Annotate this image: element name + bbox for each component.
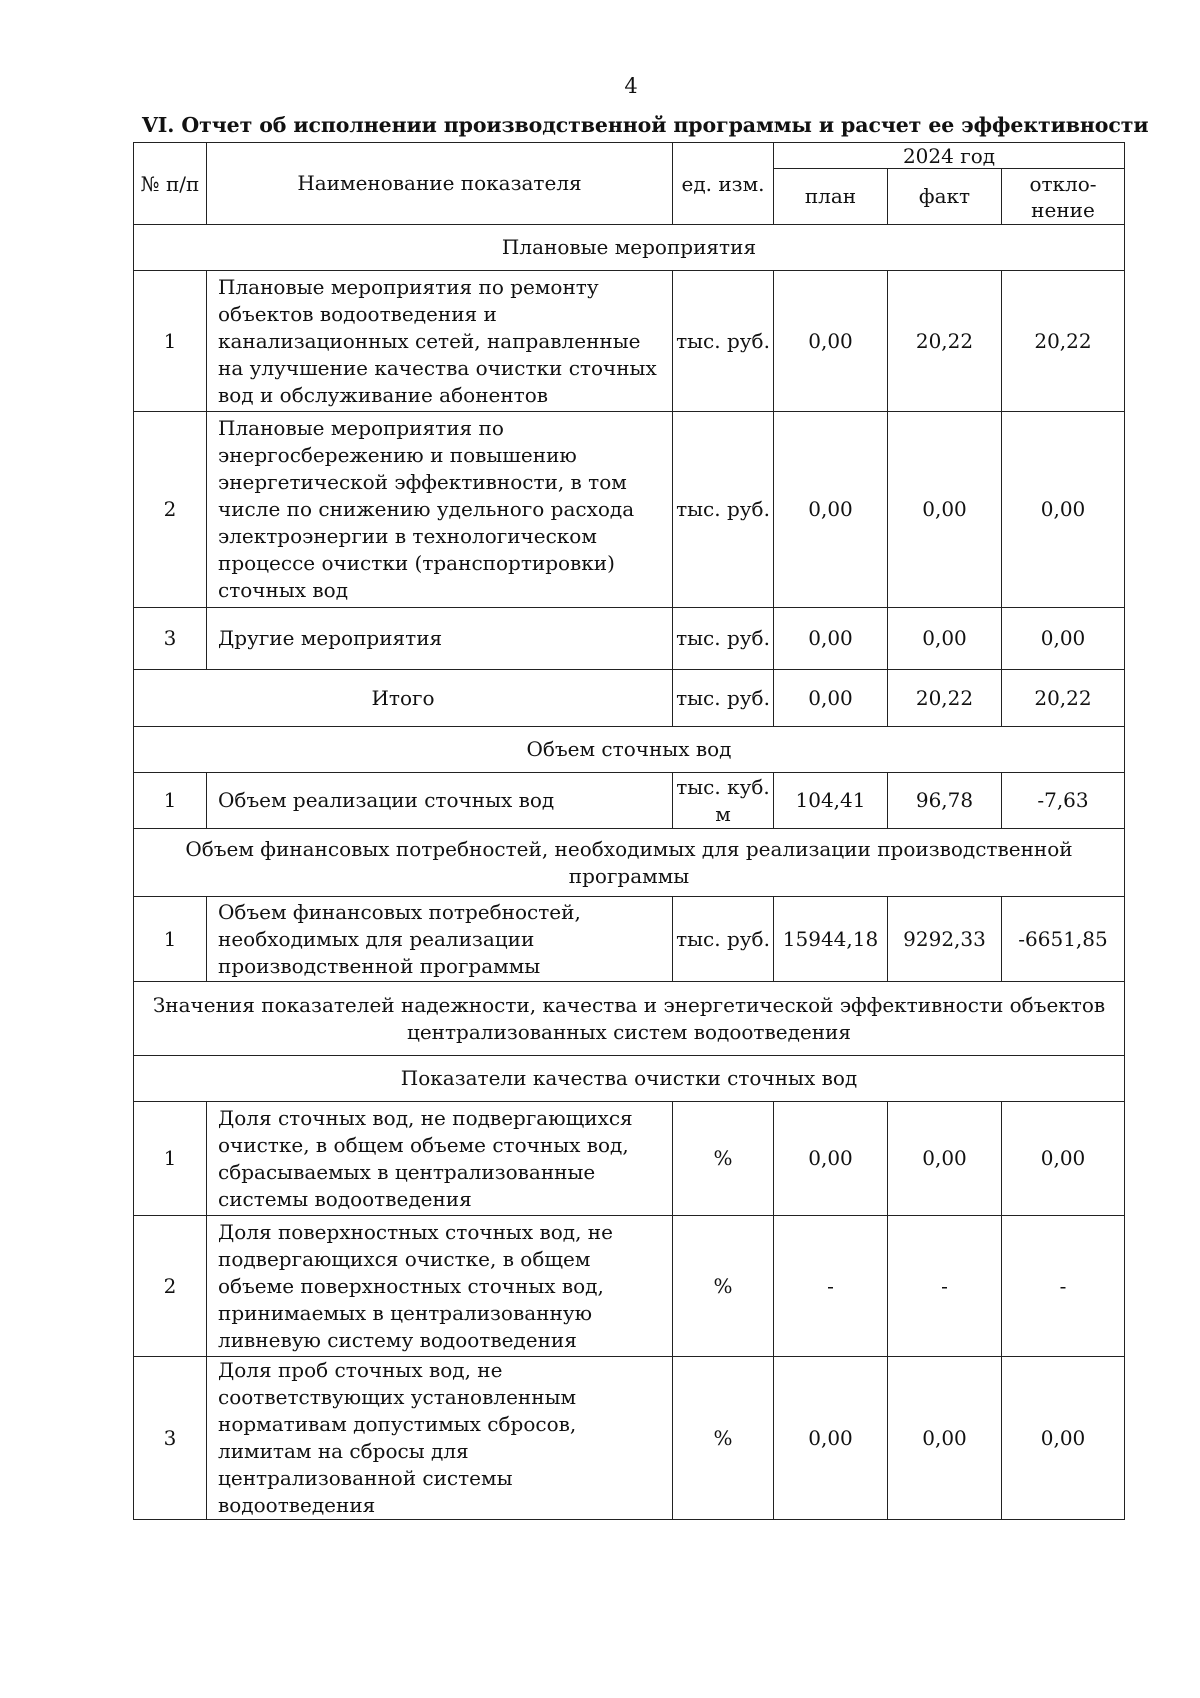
- row-name: Доля проб сточных вод, не соответствующих установленным нормативам допустимых сбросов, лимитам на сбросы для централизованной системы водоотведения: [207, 1357, 673, 1520]
- row-fact: 96,78: [888, 773, 1002, 829]
- table-row: [134, 608, 1125, 670]
- row-fact: 20,22: [888, 271, 1002, 412]
- table-row: [134, 1357, 1125, 1520]
- header-deviation: откло-нение: [1002, 169, 1125, 225]
- section-finance-title: Объем финансовых потребностей, необходимых для реализации производственной программы: [134, 829, 1125, 897]
- row-unit: тыс. руб.: [673, 608, 774, 670]
- row-plan: 104,41: [774, 773, 888, 829]
- table-row: [134, 1102, 1125, 1216]
- row-unit: %: [673, 1216, 774, 1357]
- row-fact: 0,00: [888, 1357, 1002, 1520]
- row-num: 2: [134, 1216, 207, 1357]
- row-unit: %: [673, 1102, 774, 1216]
- row-name: Объем финансовых потребностей, необходимых для реализации производственной программы: [207, 897, 673, 982]
- row-deviation: -7,63: [1002, 773, 1125, 829]
- total-fact: 20,22: [888, 670, 1002, 727]
- total-deviation: 20,22: [1002, 670, 1125, 727]
- row-plan: 0,00: [774, 1357, 888, 1520]
- row-plan: 0,00: [774, 608, 888, 670]
- row-name: Плановые мероприятия по ремонту объектов водоотведения и канализационных сетей, направленные на улучшение качества очистки сточных вод и обслуживание абонентов: [207, 271, 673, 412]
- row-fact: 0,00: [888, 608, 1002, 670]
- total-label: Итого: [134, 670, 673, 727]
- total-row: [134, 670, 1125, 727]
- row-name: Доля поверхностных сточных вод, не подвергающихся очистке, в общем объеме поверхностных сточных вод, принимаемых в централизованную ливневую систему водоотведения: [207, 1216, 673, 1357]
- table-row: [134, 412, 1125, 608]
- row-fact: 0,00: [888, 1102, 1002, 1216]
- header-year: 2024 год: [774, 143, 1125, 169]
- row-num: 1: [134, 271, 207, 412]
- row-fact: -: [888, 1216, 1002, 1357]
- header-fact: факт: [888, 169, 1002, 225]
- section-header: [134, 1056, 1125, 1102]
- row-unit: тыс. куб. м: [673, 773, 774, 829]
- section-title: VI. Отчет об исполнении производственной программы и расчет ее эффективности: [142, 113, 1149, 137]
- row-deviation: -6651,85: [1002, 897, 1125, 982]
- row-name: Плановые мероприятия по энергосбережению и повышению энергетической эффективности, в том числе по снижению удельного расхода электроэнергии в технологическом процессе очистки (транспортировки) сточных вод: [207, 412, 673, 608]
- section-volume-title: Объем сточных вод: [134, 727, 1125, 773]
- row-num: 2: [134, 412, 207, 608]
- header-name: Наименование показателя: [207, 143, 673, 225]
- header-plan: план: [774, 169, 888, 225]
- header-row-top: [134, 143, 1125, 169]
- table-row: [134, 773, 1125, 829]
- row-plan: 0,00: [774, 412, 888, 608]
- row-deviation: 0,00: [1002, 412, 1125, 608]
- row-deviation: 0,00: [1002, 608, 1125, 670]
- table-row: [134, 897, 1125, 982]
- row-deviation: 0,00: [1002, 1102, 1125, 1216]
- row-plan: 0,00: [774, 271, 888, 412]
- total-unit: тыс. руб.: [673, 670, 774, 727]
- row-unit: %: [673, 1357, 774, 1520]
- section-quality-title: Показатели качества очистки сточных вод: [134, 1056, 1125, 1102]
- section-header: [134, 982, 1125, 1056]
- page-number: 4: [624, 74, 638, 98]
- row-name: Доля сточных вод, не подвергающихся очистке, в общем объеме сточных вод, сбрасываемых в централизованные системы водоотведения: [207, 1102, 673, 1216]
- row-deviation: 0,00: [1002, 1357, 1125, 1520]
- row-plan: 15944,18: [774, 897, 888, 982]
- report-table: [133, 142, 1125, 1520]
- row-num: 3: [134, 608, 207, 670]
- row-deviation: 20,22: [1002, 271, 1125, 412]
- row-fact: 9292,33: [888, 897, 1002, 982]
- row-unit: тыс. руб.: [673, 271, 774, 412]
- section-indicators-title: Значения показателей надежности, качества и энергетической эффективности объектов централизованных систем водоотведения: [134, 982, 1125, 1056]
- section-planned-title: Плановые мероприятия: [134, 225, 1125, 271]
- header-unit: ед. изм.: [673, 143, 774, 225]
- header-num: № п/п: [134, 143, 207, 225]
- section-header: [134, 727, 1125, 773]
- table-row: [134, 271, 1125, 412]
- row-num: 1: [134, 773, 207, 829]
- row-num: 3: [134, 1357, 207, 1520]
- row-num: 1: [134, 1102, 207, 1216]
- row-unit: тыс. руб.: [673, 897, 774, 982]
- row-unit: тыс. руб.: [673, 412, 774, 608]
- row-num: 1: [134, 897, 207, 982]
- table-row: [134, 1216, 1125, 1357]
- total-plan: 0,00: [774, 670, 888, 727]
- row-deviation: -: [1002, 1216, 1125, 1357]
- row-plan: -: [774, 1216, 888, 1357]
- row-fact: 0,00: [888, 412, 1002, 608]
- row-name: Другие мероприятия: [207, 608, 673, 670]
- row-plan: 0,00: [774, 1102, 888, 1216]
- section-header: [134, 829, 1125, 897]
- row-name: Объем реализации сточных вод: [207, 773, 673, 829]
- section-header: [134, 225, 1125, 271]
